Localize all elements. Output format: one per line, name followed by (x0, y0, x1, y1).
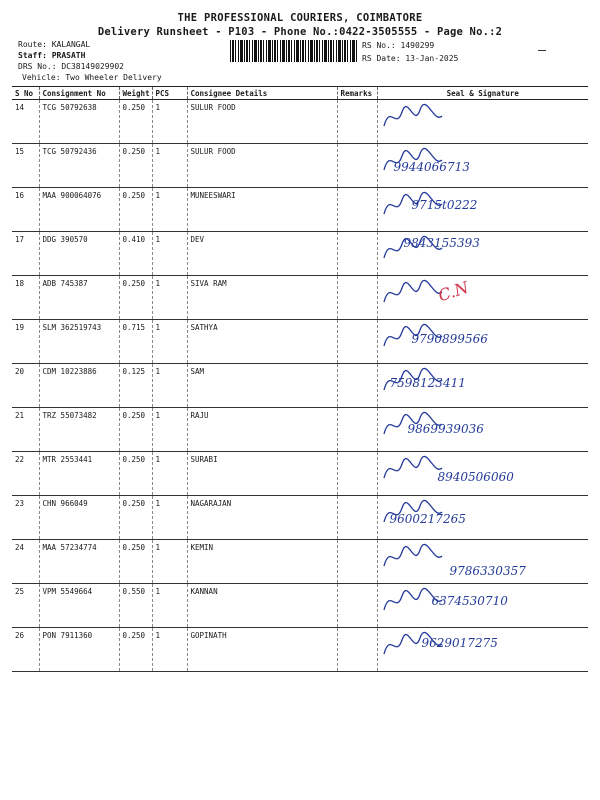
signature-scrawl (380, 100, 450, 136)
cell-signature (377, 540, 588, 584)
vehicle-label: Vehicle: Two Wheeler Delivery (22, 73, 162, 82)
cell-consignee: KEMIN (187, 540, 337, 584)
column-header: Weight (119, 87, 152, 100)
cell-weight: 0.250 (119, 628, 152, 672)
cell-consignment: CHN 966049 (39, 496, 119, 540)
column-header: PCS (152, 87, 187, 100)
cell-signature (377, 496, 588, 540)
cell-weight: 0.250 (119, 276, 152, 320)
cell-remarks (337, 144, 377, 188)
cell-pcs: 1 (152, 496, 187, 540)
table-row (12, 540, 588, 584)
table-row (12, 496, 588, 540)
signature-phone: 9629017275 (421, 636, 498, 650)
cell-weight: 0.250 (119, 144, 152, 188)
cell-weight: 0.250 (119, 100, 152, 144)
table-row (12, 452, 588, 496)
route-label: Route: KALANGAL (18, 40, 91, 49)
cell-weight: 0.250 (119, 188, 152, 232)
cell-sno: 15 (12, 144, 39, 188)
cell-consignment: DDG 390570 (39, 232, 119, 276)
cell-pcs: 1 (152, 320, 187, 364)
cell-remarks (337, 276, 377, 320)
cell-signature (377, 276, 588, 320)
column-header: Consignee Details (187, 87, 337, 100)
barcode-image (230, 40, 357, 62)
table-row (12, 100, 588, 144)
cell-consignment: MAA 900064076 (39, 188, 119, 232)
signature-phone: 9843155393 (403, 236, 480, 250)
cell-remarks (337, 408, 377, 452)
drs-number: DRS No.: DC38149029902 (18, 62, 124, 71)
cell-signature (377, 628, 588, 672)
delivery-runsheet-table (12, 86, 588, 672)
table-row (12, 232, 588, 276)
cell-consignment: TCG 50792436 (39, 144, 119, 188)
cell-signature (377, 144, 588, 188)
cell-signature (377, 188, 588, 232)
cell-pcs: 1 (152, 276, 187, 320)
table-row (12, 188, 588, 232)
cell-consignee: GOPINATH (187, 628, 337, 672)
cell-consignee: RAJU (187, 408, 337, 452)
company-title: THE PROFESSIONAL COURIERS, COIMBATORE (177, 12, 423, 24)
cell-pcs: 1 (152, 540, 187, 584)
cell-consignment: ADB 745387 (39, 276, 119, 320)
cell-pcs: 1 (152, 452, 187, 496)
cell-consignment: MTR 2553441 (39, 452, 119, 496)
cell-signature (377, 584, 588, 628)
margin-mark (538, 50, 546, 51)
signature-phone: 9600217265 (389, 512, 466, 526)
column-header: Remarks (337, 87, 377, 100)
column-header: Consignment No (39, 87, 119, 100)
signature-phone: C.N (435, 277, 471, 306)
cell-sno: 26 (12, 628, 39, 672)
table-row (12, 628, 588, 672)
table-row (12, 584, 588, 628)
cell-sno: 17 (12, 232, 39, 276)
cell-remarks (337, 540, 377, 584)
cell-consignment: VPM 5549664 (39, 584, 119, 628)
cell-sno: 18 (12, 276, 39, 320)
signature-phone: 9944066713 (393, 160, 470, 174)
cell-consignment: PON 7911360 (39, 628, 119, 672)
table-header-row (12, 87, 588, 100)
cell-sno: 14 (12, 100, 39, 144)
cell-consignee: SIVA RAM (187, 276, 337, 320)
table-row (12, 364, 588, 408)
cell-remarks (337, 364, 377, 408)
cell-sno: 23 (12, 496, 39, 540)
cell-consignee: SULUR FOOD (187, 144, 337, 188)
rs-date: RS Date: 13-Jan-2025 (362, 54, 459, 63)
column-header: Seal & Signature (377, 87, 588, 100)
signature-phone: 9715t0222 (411, 198, 478, 212)
cell-pcs: 1 (152, 628, 187, 672)
staff-label: Staff: PRASATH (18, 51, 86, 60)
cell-signature (377, 408, 588, 452)
runsheet-title: Delivery Runsheet - P103 - Phone No.:0422-3505555 - Page No.:2 (97, 26, 503, 38)
cell-consignee: MUNEESWARI (187, 188, 337, 232)
cell-pcs: 1 (152, 100, 187, 144)
cell-consignment: CDM 10223886 (39, 364, 119, 408)
signature-phone: 7598123411 (389, 376, 466, 390)
cell-sno: 25 (12, 584, 39, 628)
cell-weight: 0.250 (119, 540, 152, 584)
cell-signature (377, 232, 588, 276)
cell-pcs: 1 (152, 364, 187, 408)
cell-remarks (337, 188, 377, 232)
signature-phone: 6374530710 (431, 594, 508, 608)
cell-weight: 0.250 (119, 452, 152, 496)
signature-phone: 8940506060 (437, 470, 514, 484)
cell-sno: 22 (12, 452, 39, 496)
cell-weight: 0.715 (119, 320, 152, 364)
cell-remarks (337, 496, 377, 540)
cell-signature (377, 100, 588, 144)
table-row (12, 408, 588, 452)
cell-remarks (337, 452, 377, 496)
signature-scrawl (380, 540, 450, 576)
cell-pcs: 1 (152, 232, 187, 276)
column-header: S No (12, 87, 39, 100)
cell-weight: 0.250 (119, 408, 152, 452)
cell-remarks (337, 232, 377, 276)
table-row (12, 276, 588, 320)
cell-consignee: SAM (187, 364, 337, 408)
cell-remarks (337, 320, 377, 364)
cell-sno: 20 (12, 364, 39, 408)
cell-remarks (337, 100, 377, 144)
cell-consignee: NAGARAJAN (187, 496, 337, 540)
cell-consignee: SURABI (187, 452, 337, 496)
cell-pcs: 1 (152, 408, 187, 452)
cell-signature (377, 452, 588, 496)
table-row (12, 144, 588, 188)
rs-number: RS No.: 1490299 (362, 41, 435, 50)
cell-consignee: SATHYA (187, 320, 337, 364)
signature-phone: 9790899566 (411, 332, 488, 346)
cell-consignment: TCG 50792638 (39, 100, 119, 144)
cell-signature (377, 364, 588, 408)
cell-remarks (337, 584, 377, 628)
cell-pcs: 1 (152, 584, 187, 628)
cell-consignment: MAA 57234774 (39, 540, 119, 584)
cell-weight: 0.550 (119, 584, 152, 628)
cell-sno: 16 (12, 188, 39, 232)
cell-pcs: 1 (152, 188, 187, 232)
cell-consignee: DEV (187, 232, 337, 276)
cell-consignee: KANNAN (187, 584, 337, 628)
cell-sno: 24 (12, 540, 39, 584)
cell-weight: 0.410 (119, 232, 152, 276)
table-row (12, 320, 588, 364)
cell-remarks (337, 628, 377, 672)
cell-weight: 0.250 (119, 496, 152, 540)
cell-sno: 21 (12, 408, 39, 452)
cell-signature (377, 320, 588, 364)
cell-pcs: 1 (152, 144, 187, 188)
cell-sno: 19 (12, 320, 39, 364)
cell-weight: 0.125 (119, 364, 152, 408)
signature-phone: 9869939036 (407, 422, 484, 436)
cell-consignment: SLM 362519743 (39, 320, 119, 364)
cell-consignee: SULUR FOOD (187, 100, 337, 144)
signature-phone: 9786330357 (449, 564, 526, 578)
cell-consignment: TRZ 55073482 (39, 408, 119, 452)
